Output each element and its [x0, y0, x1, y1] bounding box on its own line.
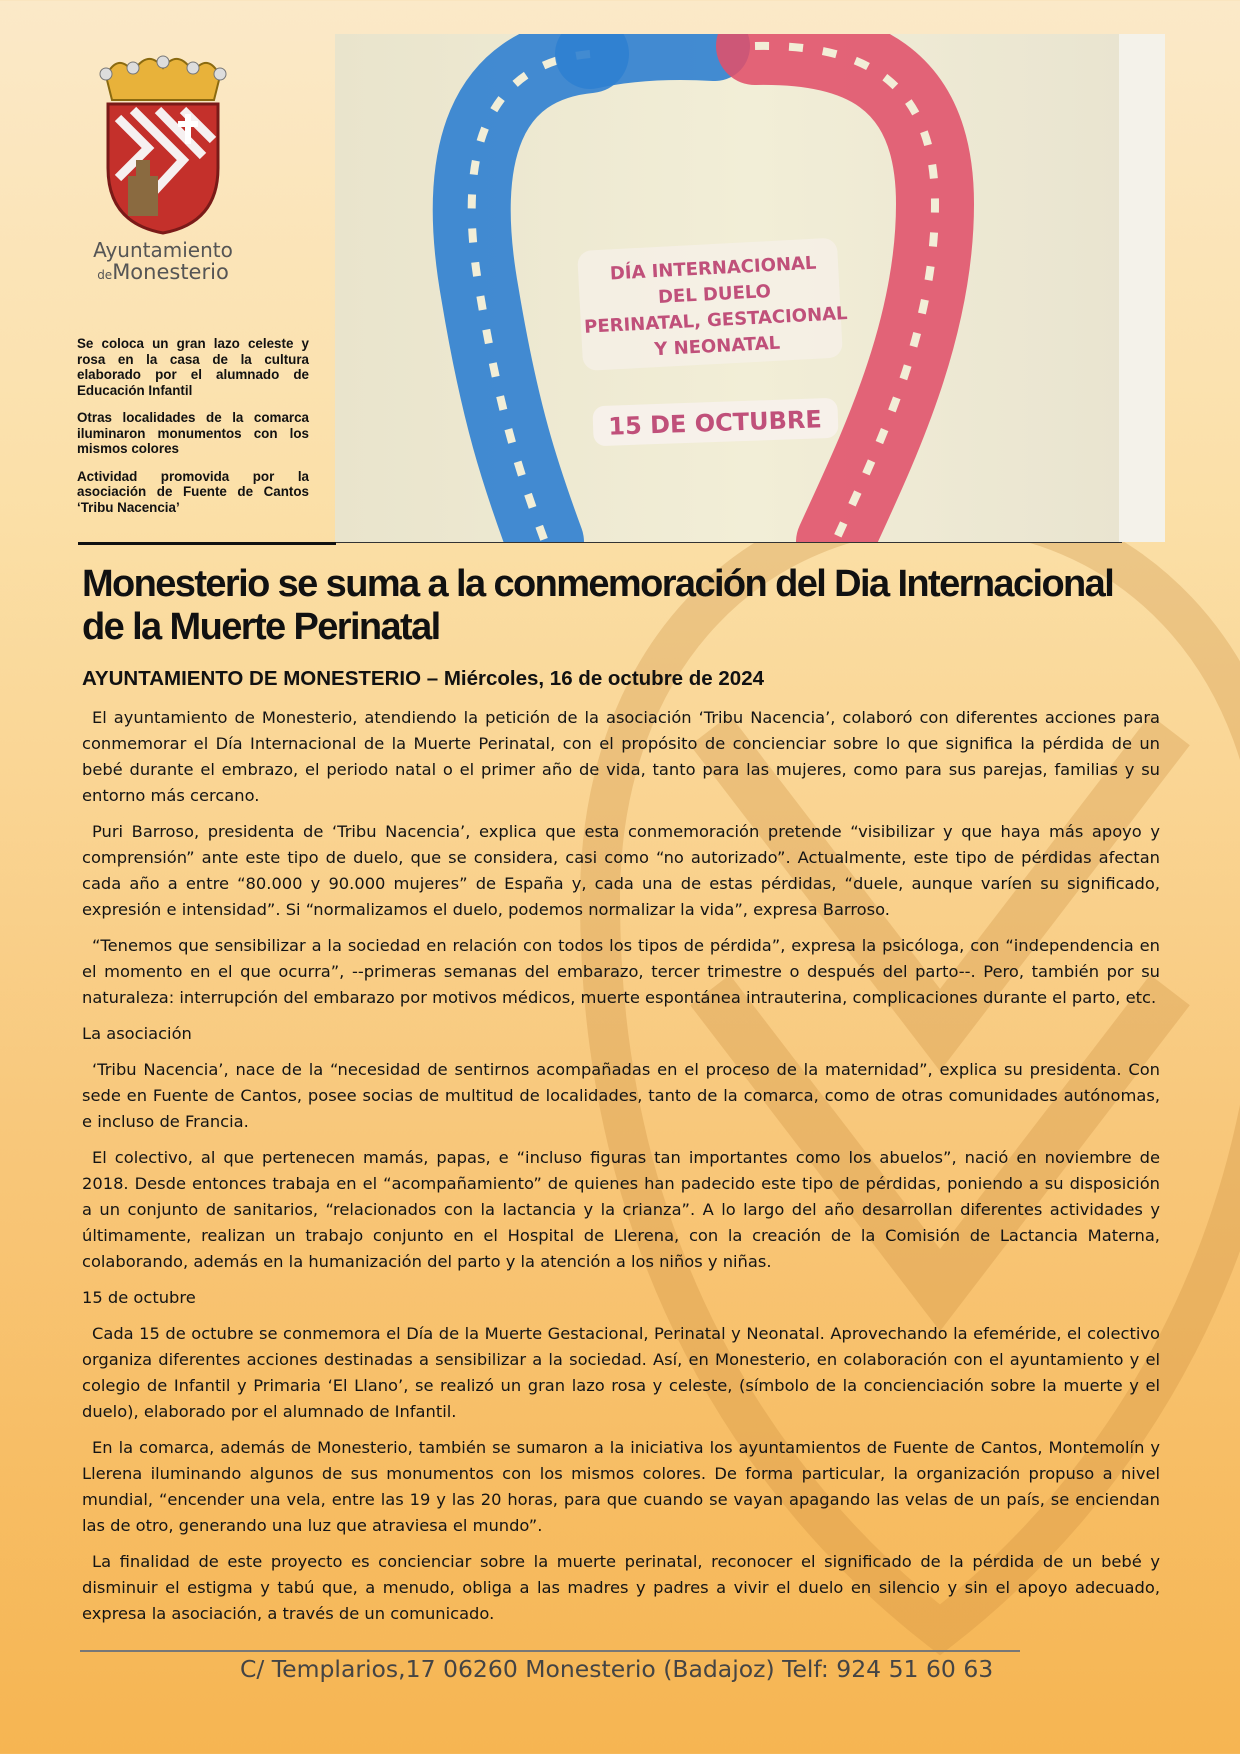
photo-bottom-divider	[336, 542, 1122, 543]
sidebar-highlights	[77, 336, 309, 527]
section-heading: 15 de octubre	[82, 1288, 196, 1307]
coat-of-arms-logo	[88, 48, 238, 238]
paragraph: En la comarca, además de Monesterio, también se sumaron a la iniciativa los ayuntamientos de Fuente de Cantos, Montemolín y Llerena iluminando algunos de sus monumentos con los mismos colores. De forma particular, la organización propuso a nivel mundial, “encender una vela, entre las 19 y las 20 horas, para que cuando se vayan apagando las velas de un país, se enciendan las de otro, generando una luz que atraviesa el mundo”.	[82, 1438, 1160, 1535]
sign-line-4: Y NEONATAL	[653, 332, 781, 361]
handprint-ribbon-illustration	[335, 34, 1165, 542]
section-heading: La asociación	[82, 1024, 192, 1043]
paragraph: El colectivo, al que pertenecen mamás, papas, e “incluso figuras tan importantes como los abuelos”, nació en noviembre de 2018. Desde entonces trabaja en el “acompañamiento” de quienes han padecido este tipo de pérdidas, poniendo a su disposición a un conjunto de sanitarios, “relacionados con la lactancia y la crianza”. A lo largo del año desarrollan diferentes actividades y últimamente, realizan un trabajo conjunto en el Hospital de Llerena, con la creación de la Comisión de Lactancia Materna, colaborando, además en la humanización del parto y la atención a los niños y niñas.	[82, 1148, 1160, 1271]
article-body	[82, 705, 1160, 1637]
paragraph: La finalidad de este proyecto es concienciar sobre la muerte perinatal, reconocer el significado de la pérdida de un bebé y disminuir el estigma y tabú que, a menudo, obliga a las madres y padres a vivir el duelo en silencio y sin el apoyo adecuado, expresa la asociación, a través de un comunicado.	[82, 1552, 1160, 1623]
footer-divider	[80, 1650, 1020, 1652]
sign-line-3: PERINATAL, GESTACIONAL	[583, 303, 849, 338]
ribbon-photo	[335, 34, 1165, 542]
date-sign: 15 DE OCTUBRE	[607, 405, 823, 441]
footer-address: C/ Templarios,17 06260 Monesterio (Badajoz) Telf: 924 51 60 63	[240, 1655, 994, 1683]
highlight-3: Actividad promovida por la asociación de Fuente de Cantos ‘Tribu Nacencia’	[77, 468, 309, 515]
paragraph: Cada 15 de octubre se conmemora el Día de la Muerte Gestacional, Perinatal y Neonatal. Aprovechando la efeméride, el colectivo organiza diferentes acciones destinadas a sensibilizar a la sociedad. Así, en Monesterio, en colaboración con el ayuntamiento y el colegio de Infantil y Primaria ‘El Llano’, se realizó un gran lazo rosa y celeste, (símbolo de la concienciación sobre la muerte y el duelo), elaborado por el alumnado de Infantil.	[82, 1324, 1160, 1421]
sign-line-2: DEL DUELO	[657, 281, 772, 308]
sidebar-divider	[78, 542, 336, 545]
paragraph: ‘Tribu Nacencia’, nace de la “necesidad de sentirnos acompañadas en el proceso de la maternidad”, explica su presidenta. Con sede en Fuente de Cantos, posee socias de multitud de localidades, tanto de la comarca, como de otras comunidades autónomas, e incluso de Francia.	[82, 1060, 1160, 1131]
paragraph: El ayuntamiento de Monesterio, atendiendo la petición de la asociación ‘Tribu Nacencia’, colaboró con diferentes acciones para conmemorar el Día Internacional de la Muerte Perinatal, con el propósito de concienciar sobre lo que significa la pérdida de un bebé durante el embrazo, el periodo natal o el primer año de vida, tanto para las mujeres, como para sus parejas, familias y su entorno más cercano.	[82, 708, 1160, 805]
sign-line-1: DÍA INTERNACIONAL	[609, 252, 817, 285]
highlight-2: Otras localidades de la comarca iluminaron monumentos con los mismos colores	[77, 410, 309, 457]
logo-wordmark: Ayuntamiento deMonesterio	[93, 238, 233, 284]
article-byline: AYUNTAMIENTO DE MONESTERIO – Miércoles, 16 de octubre de 2024	[82, 667, 765, 690]
article-title: Monesterio se suma a la conmemoración del Dia Internacional de la Muerte Perinatal	[82, 563, 1114, 648]
paragraph: “Tenemos que sensibilizar a la sociedad en relación con todos los tipos de pérdida”, expresa la psicóloga, con “independencia en el momento en el que ocurra”, --primeras semanas del embarazo, tercer trimestre o después del parto--. Pero, también por su naturaleza: interrupción del embarazo por motivos médicos, muerte espontánea intrauterina, complicaciones durante el parto, etc.	[82, 936, 1160, 1007]
paragraph: Puri Barroso, presidenta de ‘Tribu Nacencia’, explica que esta conmemoración pretende “visibilizar y que haya más apoyo y comprensión” ante este tipo de duelo, que se considera, casi como “no autorizado”. Actualmente, este tipo de pérdidas afectan cada año a entre “80.000 y 90.000 mujeres” de España y, cada una de estas pérdidas, “duele, aunque varíen su significado, expresión e intensidad”. Si “normalizamos el duelo, podemos normalizar la vida”, expresa Barroso.	[82, 822, 1160, 919]
highlight-1: Se coloca un gran lazo celeste y rosa en la casa de la cultura elaborado por el alumnado de Educación Infantil	[77, 336, 309, 398]
